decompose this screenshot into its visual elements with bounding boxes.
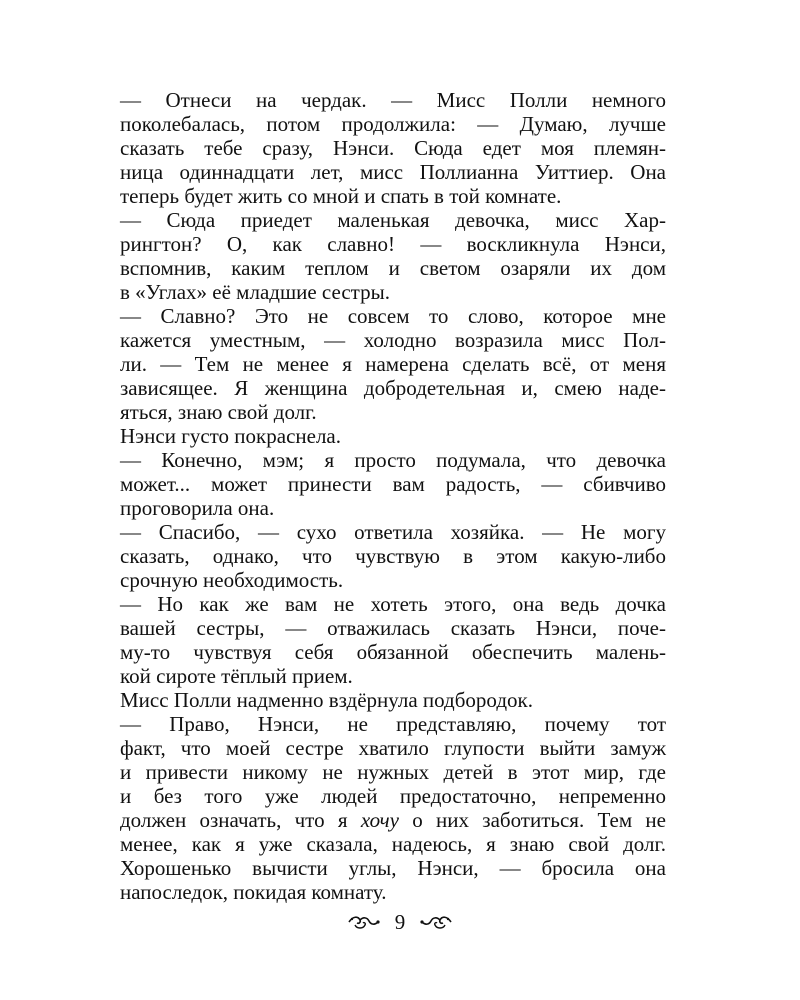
- text-line: может... может принести вам радость, — сбивчиво: [120, 472, 666, 496]
- text-line: яться, знаю свой долг.: [120, 400, 317, 424]
- text-line: проговорила она.: [120, 496, 275, 520]
- text-line: Мисс Полли надменно вздёрнула подбородок.: [120, 688, 533, 712]
- text-line: и привести никому не нужных детей в этот мир, где: [120, 760, 666, 784]
- text-line: — Сюда приедет маленькая девочка, мисс Хар-: [120, 208, 666, 232]
- page-body: [120, 88, 666, 904]
- text-line: теперь будет жить со мной и спать в той комнате.: [120, 184, 562, 208]
- text-block: [120, 88, 666, 904]
- text-line: рингтон? О, как славно! — воскликнула Нэнси,: [120, 232, 666, 256]
- text-line: вашей сестры, — отважилась сказать Нэнси, поче-: [120, 616, 666, 640]
- text-line: и без того уже людей предостаточно, непременно: [120, 784, 666, 808]
- text-line: — Конечно, мэм; я просто подумала, что девочка: [120, 448, 666, 472]
- text-line: кажется уместным, — холодно возразила мисс Пол-: [120, 328, 666, 352]
- text-line: ница одиннадцати лет, мисс Поллианна Уиттиер. Она: [120, 160, 666, 184]
- fleuron-left-icon: [347, 913, 381, 931]
- text-line: кой сироте тёплый прием.: [120, 664, 353, 688]
- emphasized-word: хочу: [360, 808, 399, 832]
- text-line: [120, 808, 666, 832]
- text-line: поколебалась, потом продолжила: — Думаю, лучше: [120, 112, 666, 136]
- text-line: менее, как я уже сказала, надеюсь, я знаю свой долг.: [120, 832, 666, 856]
- fleuron-right-icon: [419, 913, 453, 931]
- text-line: Нэнси густо покраснела.: [120, 424, 342, 448]
- text-line: — Спасибо, — сухо ответила хозяйка. — Не могу: [120, 520, 666, 544]
- text-line: вспомнив, каким теплом и светом озаряли их дом: [120, 256, 666, 280]
- text-line: зависящее. Я женщина добродетельная и, смею наде-: [120, 376, 666, 400]
- text-line: факт, что моей сестре хватило глупости выйти замуж: [120, 736, 666, 760]
- text-line: — Отнеси на чердак. — Мисс Полли немного: [120, 88, 666, 112]
- page-number: 9: [394, 909, 406, 934]
- text-line: сказать, однако, что чувствую в этом какую-либо: [120, 544, 666, 568]
- text-line: му-то чувствуя себя обязанной обеспечить малень-: [120, 640, 666, 664]
- text-line: — Славно? Это не совсем то слово, которое мне: [120, 304, 666, 328]
- text-line: Хорошенько вычисти углы, Нэнси, — бросила она: [120, 856, 666, 880]
- text-line-segment: о них заботиться. Тем не: [398, 808, 666, 832]
- text-line: срочную необходимость.: [120, 568, 344, 592]
- text-line: в «Углах» её младшие сестры.: [120, 280, 390, 304]
- page-footer: [0, 908, 800, 936]
- text-line: ли. — Тем не менее я намерена сделать всё, от меня: [120, 352, 666, 376]
- text-line: — Право, Нэнси, не представляю, почему тот: [120, 712, 666, 736]
- text-line: — Но как же вам не хотеть этого, она ведь дочка: [120, 592, 666, 616]
- text-line: напоследок, покидая комнату.: [120, 880, 387, 904]
- text-line: сказать тебе сразу, Нэнси. Сюда едет моя племян-: [120, 136, 666, 160]
- text-line-segment: должен означать, что я: [120, 808, 361, 832]
